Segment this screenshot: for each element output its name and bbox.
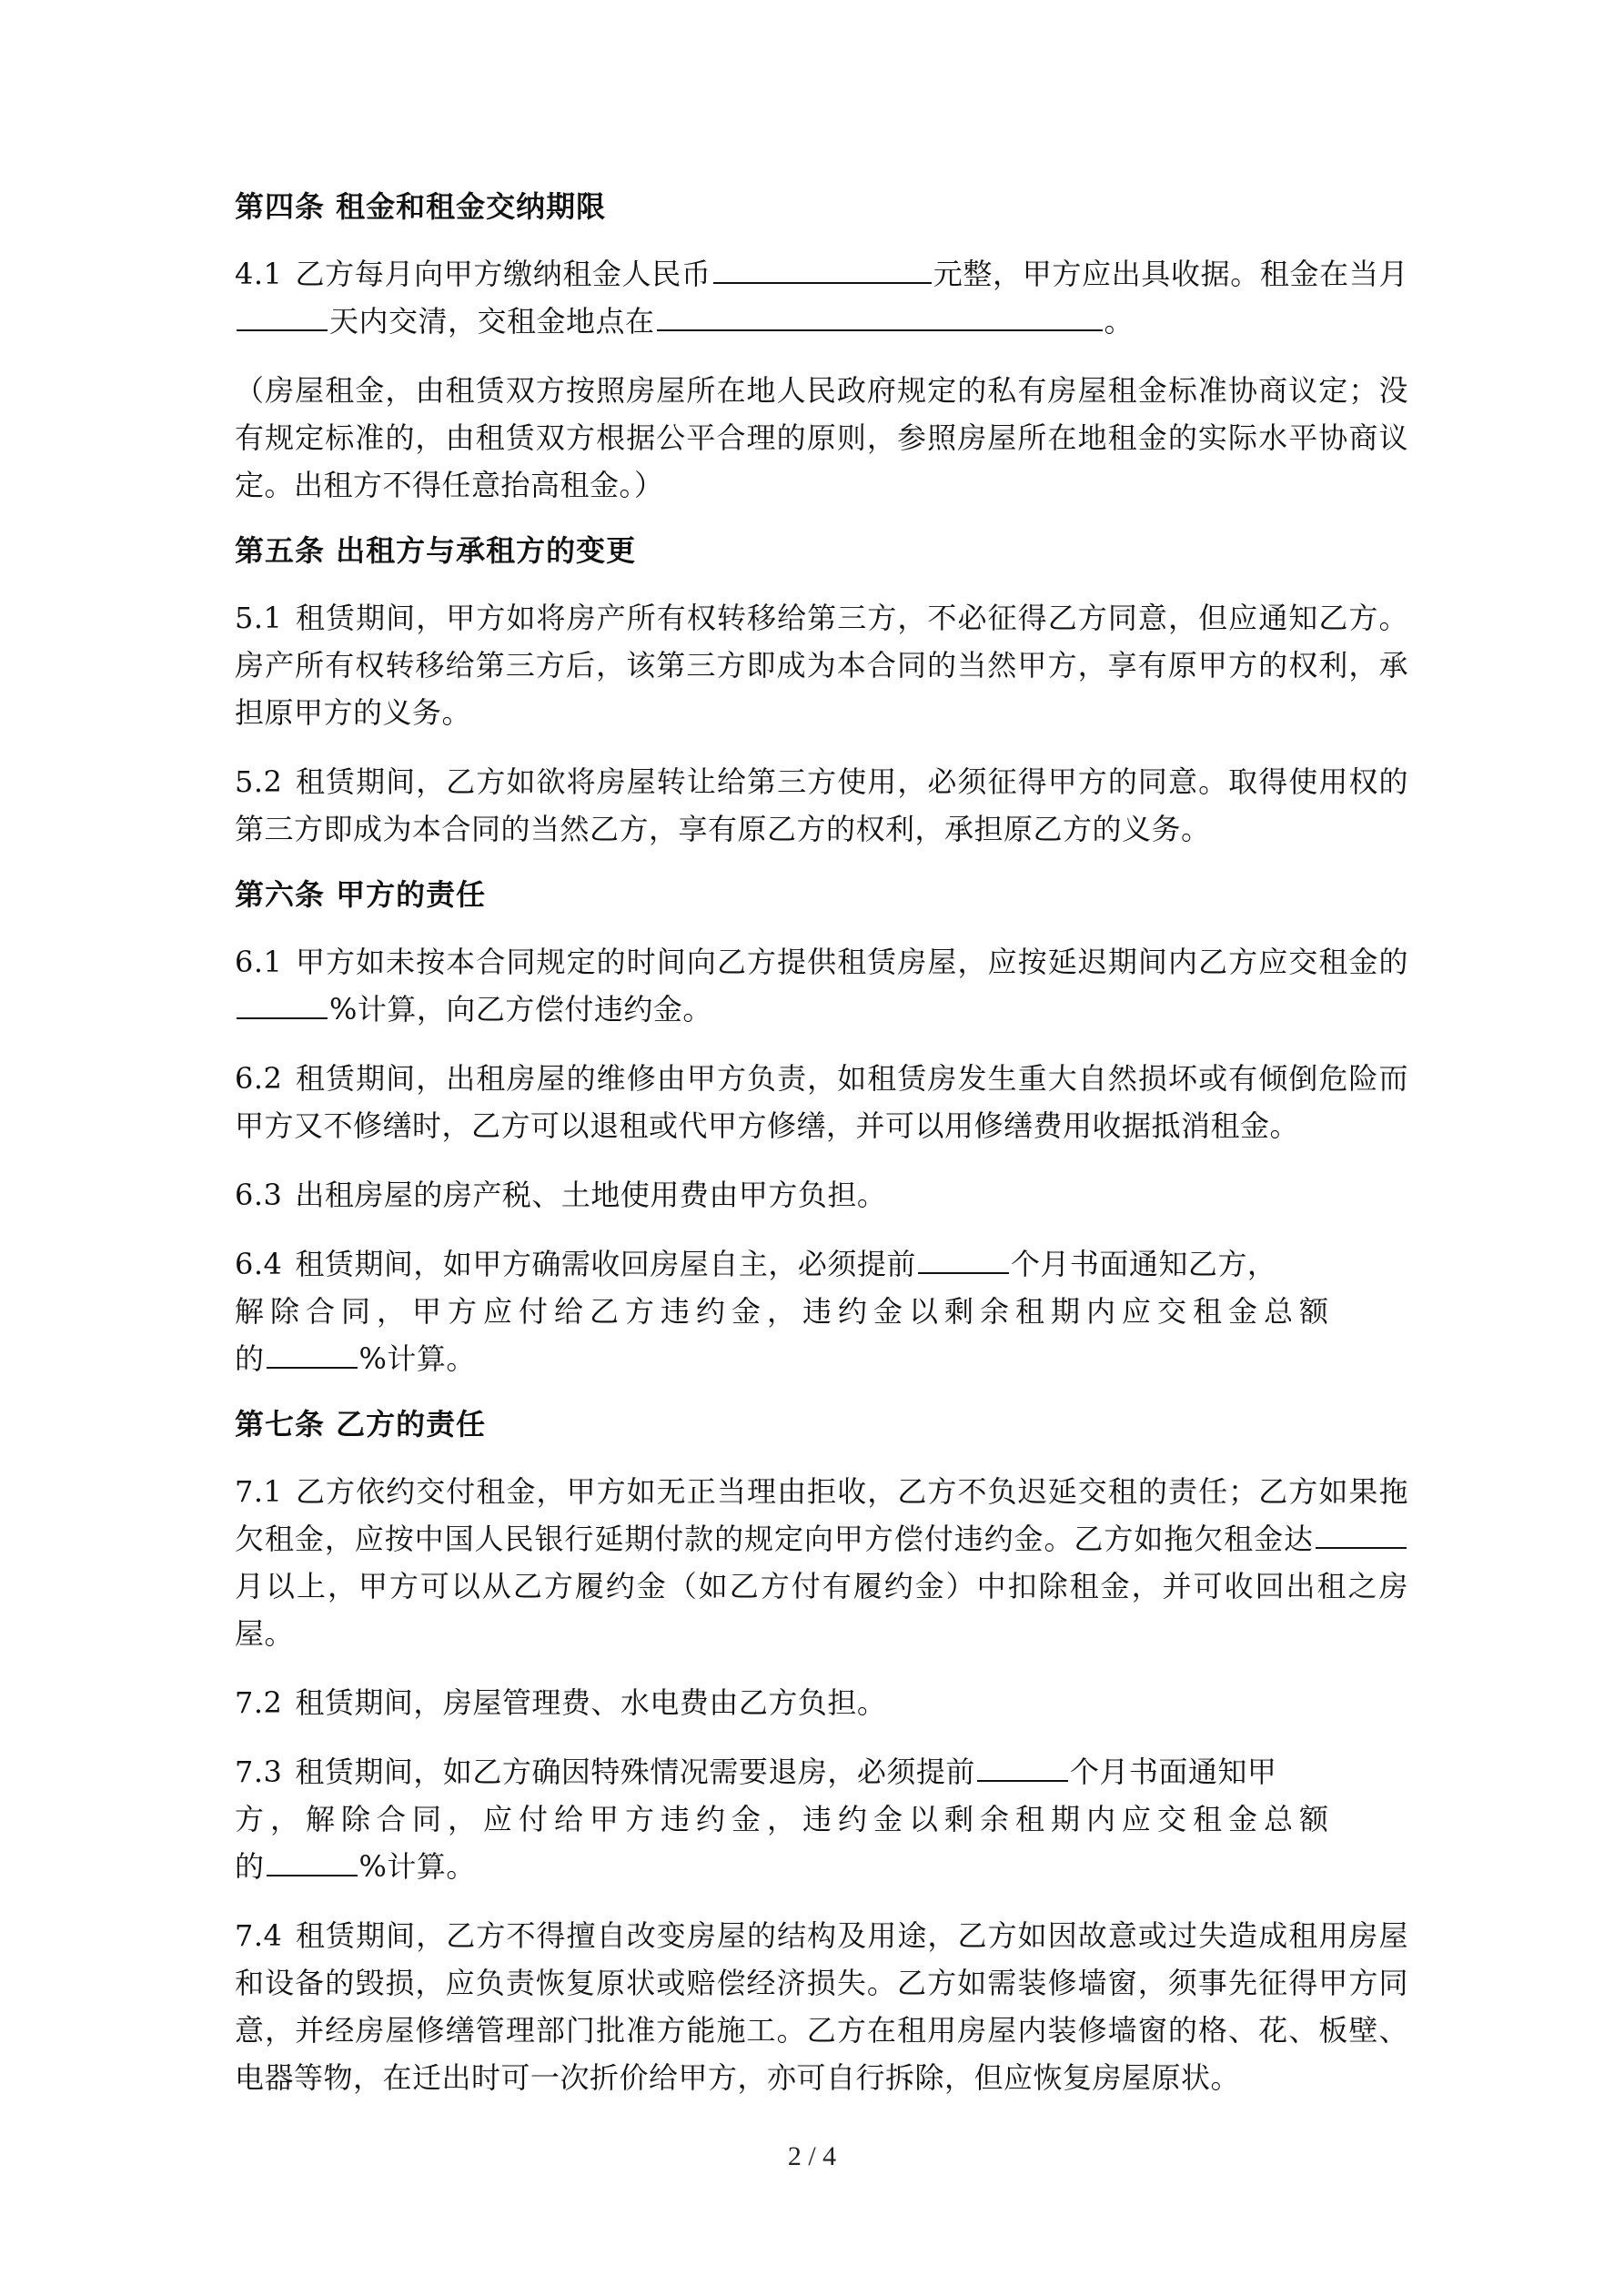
percent-blank [267, 1336, 358, 1369]
clause-7-2 [235, 1679, 1408, 1726]
clause-text: 个月书面通知甲 [1069, 1755, 1277, 1789]
months-blank [918, 1241, 1009, 1274]
clause-text: 的 [235, 1849, 265, 1884]
clause-text: 。 [1104, 304, 1135, 339]
clause-number: 7.1 [235, 1474, 283, 1509]
clause-5-1 [235, 594, 1408, 736]
clause-7-4 [235, 1912, 1408, 2101]
clause-text: 租赁期间，乙方如欲将房屋转让给第三方使用，必须征得甲方的同意。取得使用权的第三方即成为本合同的当然乙方，享有原乙方的权利，承担原乙方的义务。 [235, 764, 1408, 846]
article-7-heading: 第七条 乙方的责任 [235, 1407, 487, 1441]
clause-6-1 [235, 938, 1408, 1033]
clause-6-4 [235, 1240, 1408, 1382]
clause-text: 个月书面通知乙方， [1010, 1247, 1277, 1281]
clause-5-2 [235, 758, 1408, 853]
clause-text: 租赁期间，出租房屋的维修由甲方负责，如租赁房发生重大自然损坏或有倾倒危险而甲方又不修缮时，乙方可以退租或代甲方修缮，并可以用修缮费用收据抵消租金。 [235, 1061, 1408, 1143]
clause-text: 天内交清，交租金地点在 [329, 304, 655, 339]
clause-text: 租赁期间，乙方不得擅自改变房屋的结构及用途，乙方如因故意或过失造成租用房屋和设备的毁损，应负责恢复原状或赔偿经济损失。乙方如需装修墙窗，须事先征得甲方同意，并经房屋修缮管理部门批准方能施工。乙方在租用房屋内装修墙窗的格、花、板壁、电器等物，在迁出时可一次折价给甲方，亦可自行拆除，但应恢复房屋原状。 [235, 1918, 1408, 2095]
clause-text: 解除合同，甲方应付给乙方违约金，违约金以剩余租期内应交租金总额 [235, 1294, 1336, 1329]
months-blank [977, 1749, 1068, 1782]
clause-text: 元整，甲方应出具收据。租金在当月 [933, 257, 1408, 291]
clause-6-2 [235, 1055, 1408, 1149]
clause-number: 6.2 [235, 1061, 283, 1096]
clause-7-1 [235, 1468, 1408, 1657]
percent-blank [267, 1844, 358, 1876]
clause-text: 乙方依约交付租金，甲方如无正当理由拒收，乙方不负迟延交租的责任；乙方如果拖欠租金，应按中国人民银行延期付款的规定向甲方偿付违约金。乙方如拖欠租金达 [235, 1474, 1408, 1556]
clause-text: 租赁期间，如乙方确因特殊情况需要退房，必须提前 [295, 1755, 975, 1789]
months-blank [1316, 1516, 1407, 1549]
clause-number: 7.3 [235, 1755, 283, 1789]
clause-text: 方，解除合同，应付给甲方违约金，违约金以剩余租期内应交租金总额 [235, 1802, 1336, 1836]
article-4-heading: 第四条 租金和租金交纳期限 [235, 189, 607, 224]
payment-place-blank [657, 298, 1103, 331]
clause-number: 5.2 [235, 764, 283, 799]
clause-text: 租赁期间，甲方如将房产所有权转移给第三方，不必征得乙方同意，但应通知乙方。房产所有权转移给第三方后，该第三方即成为本合同的当然甲方，享有原甲方的权利，承担原甲方的义务。 [235, 601, 1408, 730]
clause-text: %计算。 [358, 1341, 476, 1376]
clause-number: 4.1 [235, 257, 283, 291]
rent-amount-blank [713, 251, 932, 284]
rent-note: （房屋租金，由租赁双方按照房屋所在地人民政府规定的私有房屋租金标准协商议定；没有规定标准的，由租赁双方根据公平合理的原则，参照房屋所在地租金的实际水平协商议定。出租方不得任意抬高租金。） [235, 373, 1408, 502]
clause-text: 乙方每月向甲方缴纳租金人民币 [295, 257, 711, 291]
clause-text: 租赁期间，如甲方确需收回房屋自主，必须提前 [295, 1247, 916, 1281]
days-blank [237, 298, 328, 331]
clause-text: 出租房屋的房产税、土地使用费由甲方负担。 [295, 1178, 887, 1212]
clause-number: 7.2 [235, 1685, 283, 1720]
percent-blank [237, 986, 328, 1019]
clause-number: 7.4 [235, 1918, 283, 1953]
article-5-heading: 第五条 出租方与承租方的变更 [235, 533, 637, 568]
clause-text: 甲方如未按本合同规定的时间向乙方提供租赁房屋，应按延迟期间内乙方应交租金的 [295, 945, 1408, 979]
contract-page-body [235, 187, 1408, 2123]
clause-text: %计算。 [358, 1849, 476, 1884]
clause-text: %计算，向乙方偿付违约金。 [329, 992, 712, 1027]
clause-text: 的 [235, 1341, 265, 1376]
clause-number: 5.1 [235, 601, 283, 635]
article-6-heading: 第六条 甲方的责任 [235, 877, 487, 912]
clause-number: 6.4 [235, 1247, 283, 1281]
page-number: 2 / 4 [787, 2141, 837, 2171]
clause-number: 6.3 [235, 1178, 283, 1212]
clause-text: 月以上，甲方可以从乙方履约金（如乙方付有履约金）中扣除租金，并可收回出租之房屋。 [235, 1569, 1408, 1651]
clause-number: 6.1 [235, 945, 283, 979]
clause-text: 租赁期间，房屋管理费、水电费由乙方负担。 [295, 1685, 887, 1720]
clause-6-3 [235, 1171, 1408, 1219]
clause-7-3 [235, 1748, 1408, 1890]
clause-4-1 [235, 250, 1408, 345]
